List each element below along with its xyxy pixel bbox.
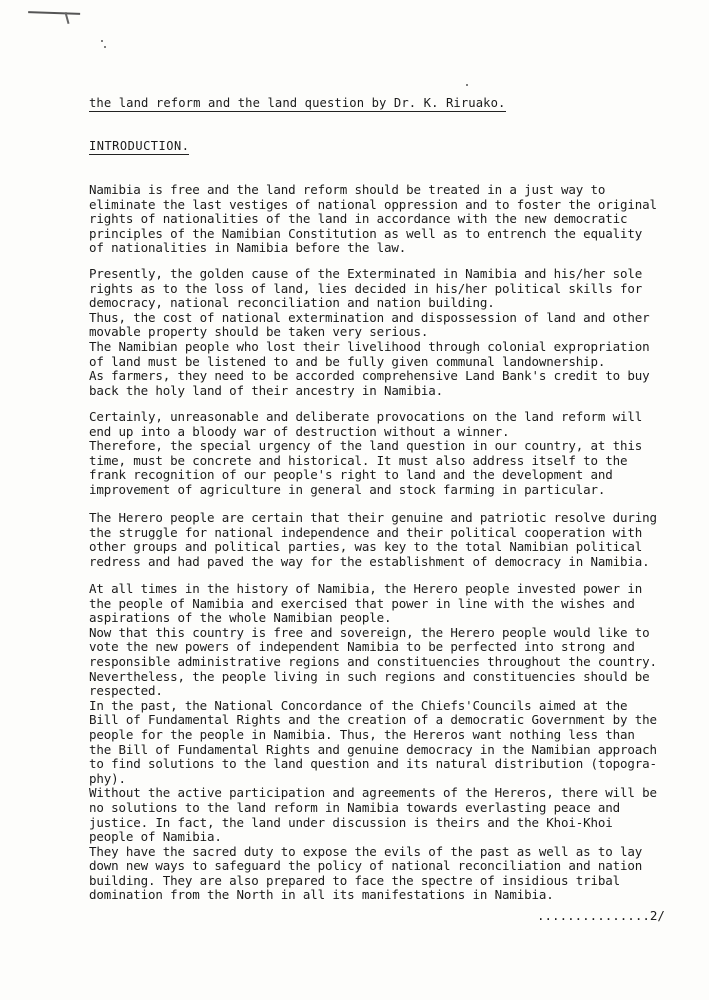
section-heading: INTRODUCTION.	[89, 139, 190, 153]
paragraph: Certainly, unreasonable and deliberate provocations on the land reform will end up into a bloody war of destruction without a winner. Therefore, the special urgency of the land question in our country, at this time, must be concrete and historical. It must also address itself to the frank recognition of our people's right to land and the development and improvement of agriculture in general and stock farming in particular.	[89, 409, 643, 497]
paragraph: The Herero people are certain that their genuine and patriotic resolve during the struggle for national independence and their political cooperation with other groups and political parties, was key to the total Namibian political redress and had paved the way for the establishment of democracy in Namibia.	[89, 510, 657, 569]
document-title: the land reform and the land question by Dr. K. Riruako.	[89, 96, 506, 110]
scan-speck	[466, 84, 468, 86]
scan-speck	[104, 46, 106, 48]
scan-mark	[28, 11, 80, 23]
paragraph: Presently, the golden cause of the Exterminated in Namibia and his/her sole rights as to the loss of land, lies decided in his/her political skills for democracy, national reconciliation and nation building. Thus, the cost of national extermination and dispossession of land and other movable property should be taken very serious. The Namibian people who lost their livelihood through colonial expropriation of land must be listened to and be fully given communal landownership. As farmers, they need to be accorded comprehensive Land Bank's credit to buy back the holy land of their ancestry in Namibia.	[89, 266, 650, 398]
page-continuation: ...............2/	[537, 908, 665, 923]
scan-speck	[101, 40, 103, 42]
paragraph: At all times in the history of Namibia, the Herero people invested power in the people of Namibia and exercised that power in line with the wishes and aspirations of the whole Namibian people. Now that this country is free and sovereign, the Herero people would like to vote the new powers of independent Namibia to be perfected into strong and responsible administrative regions and constituencies throughout the country. Nevertheless, the people living in such regions and constituencies should be respected. In the past, the National Concordance of the Chiefs'Councils aimed at the Bill of Fundamental Rights and the creation of a democratic Government by the people for the people in Namibia. Thus, the Hereros want nothing less than the Bill of Fundamental Rights and genuine democracy in the Namibian approach to find solutions to the land question and its natural distribution (topogra- phy). Without the active participation and agreements of the Hereros, there will be no solutions to the land reform in Namibia towards everlasting peace and justice. In fact, the land under discussion is theirs and the Khoi-Khoi people of Namibia. They have the sacred duty to expose the evils of the past as well as to lay down new ways to safeguard the policy of national reconciliation and nation building. They are also prepared to face the spectre of insidious tribal domination from the North in all its manifestations in Namibia.	[89, 581, 657, 903]
paragraph: Namibia is free and the land reform should be treated in a just way to eliminate the last vestiges of national oppression and to foster the original rights of nationalities of the land in accordance with the new democratic principles of the Namibian Constitution as well as to entrench the equality of nationalities in Namibia before the law.	[89, 182, 657, 256]
